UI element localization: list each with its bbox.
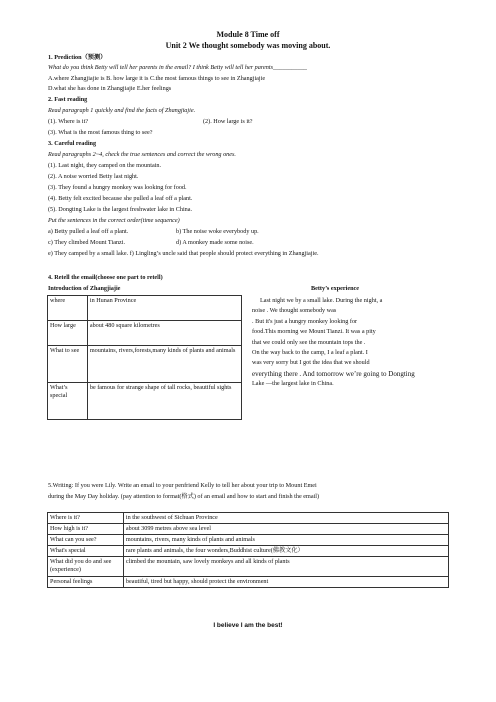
info-value: rare plants and animals, the four wonders,Buddhist culture(佛教文化） <box>123 546 448 557</box>
experience-line: On the way back to the camp, I a leaf a plant. I <box>252 349 368 357</box>
experience-line: food.This morning we Mount Tianzi. It was a pity <box>252 328 376 336</box>
intro-value: about 480 square kilometres <box>87 321 241 346</box>
intro-table <box>47 295 242 420</box>
fast-reading-q1: (1). Where is it? <box>48 118 89 125</box>
info-key: How high is it? <box>48 524 124 535</box>
experience-line: Last night we by a small lake. During the night, a <box>260 297 383 304</box>
writing-info-table <box>47 512 449 588</box>
page-subtitle: Unit 2 We thought somebody was moving about. <box>165 41 331 50</box>
info-value: beautiful, tired but happy, should protect the environment <box>123 577 448 588</box>
order-e-f: e) They camped by a small lake. f) Lingling’s uncle said that people should protect everything in Zhangjiajie. <box>48 250 319 257</box>
careful-reading-heading: 3. Careful reading <box>48 140 97 147</box>
experience-line: everything there . And tomorrow we’re going to Dongting <box>252 369 415 378</box>
order-a: a) Betty pulled a leaf off a plant. <box>48 228 129 235</box>
intro-value: be famous for strange shape of tall rocks, beautiful sights <box>87 383 241 420</box>
intro-key: How large <box>48 321 88 346</box>
experience-paragraph <box>252 296 445 390</box>
info-value: in the southwest of Sichuan Province <box>123 513 448 524</box>
careful-item-5: (5). Dongting Lake is the largest freshwater lake in China. <box>48 206 193 213</box>
info-key: What did you do and see (experience) <box>48 557 124 577</box>
experience-line: noise . We thought somebody was <box>252 307 337 315</box>
writing-task-line-1: 5.Writing: If you were Lily. Write an email to your penfriend Kelly to tell her about your trip to Mount Emei <box>48 482 317 489</box>
table-row <box>48 321 242 346</box>
careful-reading-instruction: Read paragraphs 2~4, check the true sentences and correct the wrong ones. <box>48 151 236 158</box>
experience-line: that we could only see the mountain tops the . <box>252 338 366 346</box>
table-row <box>48 546 449 557</box>
info-key: Personal feelings <box>48 577 124 588</box>
intro-key: What’s special <box>48 383 88 420</box>
info-key: Where is it? <box>48 513 124 524</box>
table-row <box>48 296 242 321</box>
experience-line: Lake —the largest lake in China. <box>252 380 334 388</box>
careful-item-2: (2). A noise worried Betty last night. <box>48 173 139 180</box>
table-row <box>48 383 242 420</box>
retell-heading: 4. Retell the email(choose one part to retell) <box>48 274 163 281</box>
careful-item-4: (4). Betty felt excited because she pulled a leaf off a plant. <box>48 195 193 202</box>
careful-item-1: (1). Last night, they camped on the mountain. <box>48 162 162 169</box>
order-b: b) The noise woke everybody up. <box>176 228 259 235</box>
info-key: What can you see? <box>48 535 124 546</box>
table-row <box>48 513 449 524</box>
footer-motto: I believe I am the best! <box>213 622 283 629</box>
experience-line: was very sorry but I got the idea that we should <box>252 359 370 367</box>
prediction-question: What do you think Betty will tell her parents in the email? I think Betty will tell her parents___________ <box>48 64 308 71</box>
fast-reading-heading: 2. Fast reading <box>48 96 88 103</box>
prediction-options-2: D.what she has done in Zhangjiajie E.her feelings <box>48 85 172 92</box>
table-row <box>48 346 242 383</box>
table-row <box>48 557 449 577</box>
prediction-heading: 1. Prediction（预测） <box>48 54 107 61</box>
info-value: about 3099 metres above sea level <box>123 524 448 535</box>
order-instruction: Put the sentences in the correct order(time sequence) <box>48 217 180 224</box>
writing-task-line-2: during the May Day holiday. (pay attention to format(格式) of an email and how to start and finish the email) <box>48 493 320 500</box>
intro-value: mountains, rivers,forests,many kinds of plants and animals <box>87 346 241 383</box>
fast-reading-q3: (3). What is the most famous thing to see? <box>48 129 153 136</box>
fast-reading-q2: (2). How large is it? <box>203 118 253 125</box>
intro-key: where <box>48 296 88 321</box>
info-key: What's special <box>48 546 124 557</box>
intro-title: Introduction of Zhangjiajie <box>48 285 121 292</box>
info-value: climbed the mountain, saw lovely monkeys and all kinds of plants <box>123 557 448 577</box>
careful-item-3: (3). They found a hungry monkey was looking for food. <box>48 184 187 191</box>
fast-reading-instruction: Read paragraph 1 quickly and find the facts of Zhangjiajie. <box>48 107 196 114</box>
table-row <box>48 535 449 546</box>
experience-title: Betty’s experience <box>311 285 360 292</box>
intro-value: in Hunan Province <box>87 296 241 321</box>
order-c: c) They climbed Mount Tianzi. <box>48 239 126 246</box>
page-title: Module 8 Time off <box>216 30 280 39</box>
order-d: d) A monkey made some noise. <box>176 239 254 246</box>
table-row <box>48 577 449 588</box>
table-row <box>48 524 449 535</box>
prediction-options-1: A.where Zhangjiajie is B. how large it is C.the most famous things to see in Zhangjiajie <box>48 75 266 82</box>
info-value: mountains, rivers, many kinds of plants and animals <box>123 535 448 546</box>
intro-key: What to see <box>48 346 88 383</box>
experience-line: . But it's just a hungry monkey looking for <box>252 317 358 325</box>
